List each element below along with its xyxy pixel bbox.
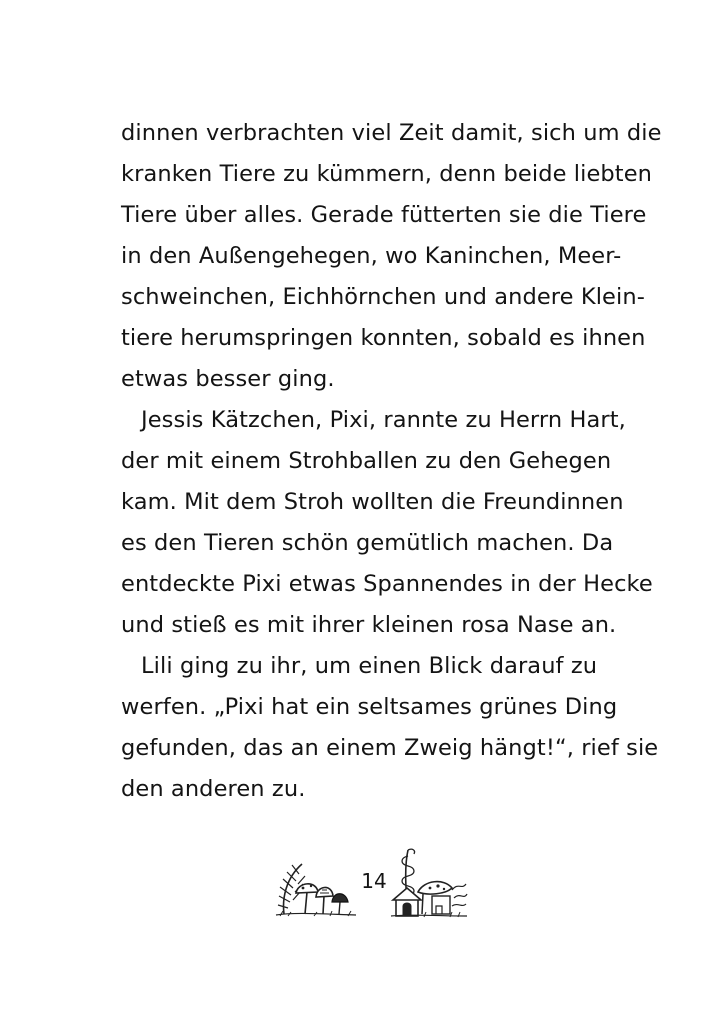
text-line: etwas besser ging. <box>121 366 335 392</box>
text-line: kranken Tiere zu kümmern, denn beide liebten <box>121 161 653 187</box>
text-line: in den Außengehegen, wo Kaninchen, Meer- <box>121 243 622 269</box>
text-line: es den Tieren schön gemütlich machen. Da <box>121 530 614 556</box>
mushroom-fern-illustration-icon <box>274 852 358 918</box>
text-line: werfen. „Pixi hat ein seltsames grünes Ding <box>121 694 618 720</box>
text-line-indented: Lili ging zu ihr, um einen Blick darauf zu <box>141 653 598 679</box>
page-footer <box>270 846 470 920</box>
text-line: Tiere über alles. Gerade fütterten sie die Tiere <box>121 202 647 228</box>
text-line: der mit einem Strohballen zu den Gehegen <box>121 448 612 474</box>
text-line: entdeckte Pixi etwas Spannendes in der Hecke <box>121 571 653 597</box>
text-line: kam. Mit dem Stroh wollten die Freundinnen <box>121 489 624 515</box>
text-line: den anderen zu. <box>121 776 306 802</box>
text-line: und stieß es mit ihrer kleinen rosa Nase an. <box>121 612 617 638</box>
text-line: gefunden, das an einem Zweig hängt!“, rief sie <box>121 735 659 761</box>
text-line: schweinchen, Eichhörnchen und andere Klein- <box>121 284 645 310</box>
text-line: tiere herumspringen konnten, sobald es ihnen <box>121 325 646 351</box>
page-number: 14 <box>361 869 387 893</box>
fairy-house-illustration-icon <box>390 846 468 918</box>
text-line-indented: Jessis Kätzchen, Pixi, rannte zu Herrn Hart, <box>141 407 626 433</box>
text-line: dinnen verbrachten viel Zeit damit, sich um die <box>121 120 662 146</box>
